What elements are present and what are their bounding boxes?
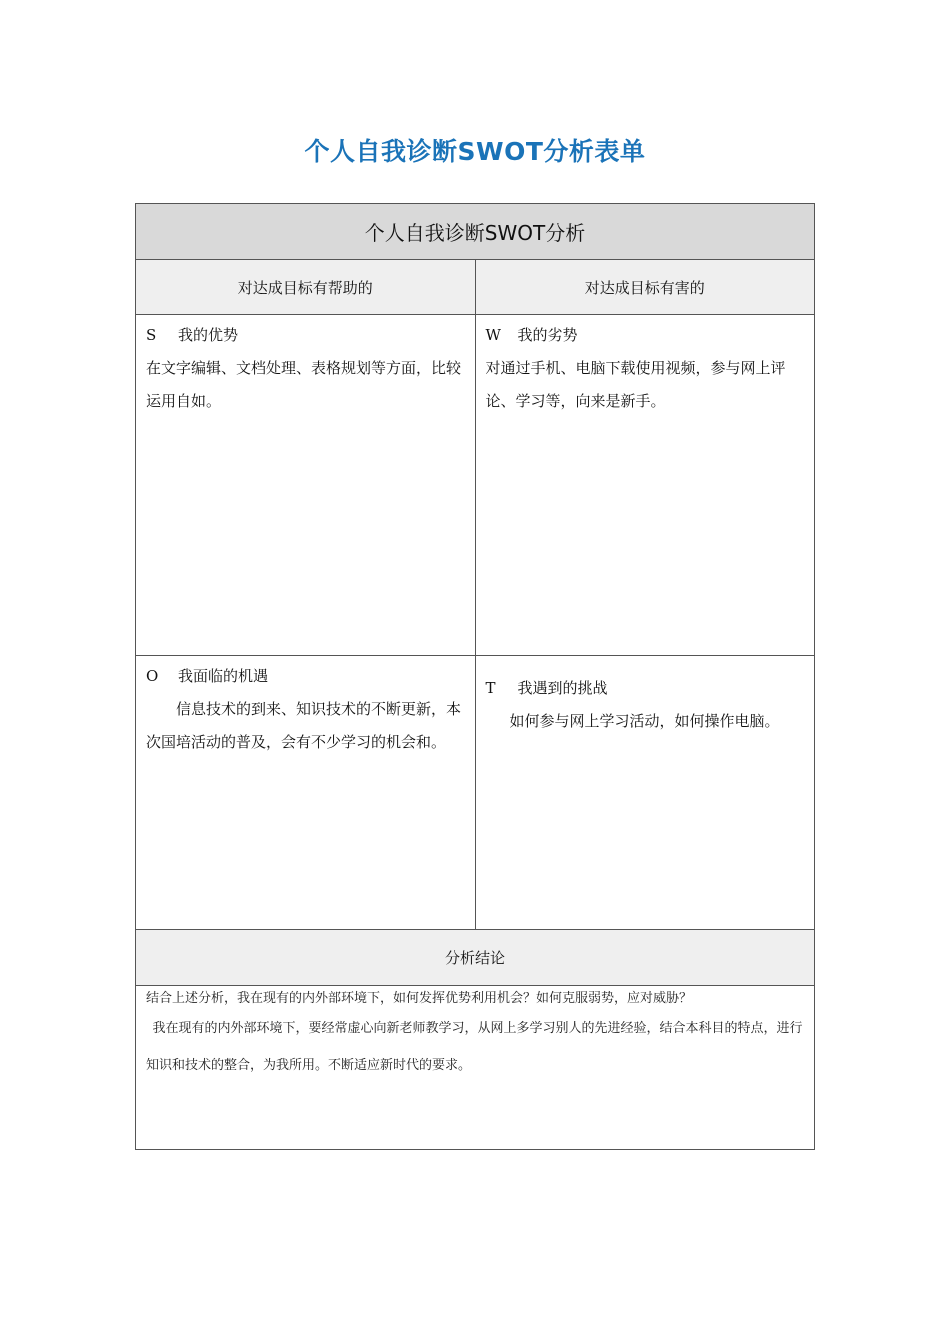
opportunities-threats-row — [136, 656, 815, 930]
threats-text: 如何参与网上学习活动，如何操作电脑。 — [509, 712, 780, 730]
helpful-column-header: 对达成目标有帮助的 — [136, 260, 476, 315]
conclusion-question: 结合上述分析，我在现有的内外部环境下，如何发挥优势利用机会？如何克服弱势，应对威胁？ — [146, 991, 693, 1006]
strengths-weaknesses-row — [136, 315, 815, 656]
threats-cell — [475, 656, 815, 930]
weaknesses-heading — [486, 319, 805, 352]
table-header-row — [136, 204, 815, 260]
threats-title: 我遇到的挑战 — [517, 679, 608, 697]
conclusion-header: 分析结论 — [136, 930, 815, 986]
strengths-letter: S — [146, 326, 157, 344]
document-title: 个人自我诊断SWOT分析表单 — [304, 137, 646, 166]
strengths-title: 我的优势 — [178, 326, 239, 344]
conclusion-header-row — [136, 930, 815, 986]
strengths-cell — [136, 315, 476, 656]
conclusion-body-row — [136, 986, 815, 1150]
harmful-column-header: 对达成目标有害的 — [475, 260, 815, 315]
weaknesses-title: 我的劣势 — [517, 326, 578, 344]
opportunities-heading — [146, 660, 465, 693]
threats-heading — [486, 672, 805, 705]
opportunities-title: 我面临的机遇 — [178, 667, 269, 685]
opportunities-cell — [136, 656, 476, 930]
conclusion-answer: 我在现有的内外部环境下，要经常虚心向新老师教学习，从网上多学习别人的先进经验，结合本科目的特点，进行知识和技术的整合，为我所用。不断适应新时代的要求。 — [146, 1021, 803, 1073]
opportunities-text: 信息技术的到来、知识技术的不断更新，本次国培活动的普及，会有不少学习的机会和。 — [146, 700, 462, 751]
strengths-text: 在文字编辑、文档处理、表格规划等方面，比较运用自如。 — [146, 359, 462, 410]
strengths-heading — [146, 319, 465, 352]
conclusion-cell — [136, 986, 815, 1150]
weaknesses-letter: W — [485, 326, 501, 344]
opportunities-letter: O — [146, 667, 159, 685]
table-header: 个人自我诊断SWOT分析 — [136, 204, 815, 260]
weaknesses-cell — [475, 315, 815, 656]
swot-table — [135, 203, 815, 1150]
weaknesses-text: 对通过手机、电脑下载使用视频，参与网上评论、学习等，向来是新手。 — [485, 359, 786, 410]
threats-letter: T — [485, 679, 496, 697]
column-header-row — [136, 260, 815, 315]
